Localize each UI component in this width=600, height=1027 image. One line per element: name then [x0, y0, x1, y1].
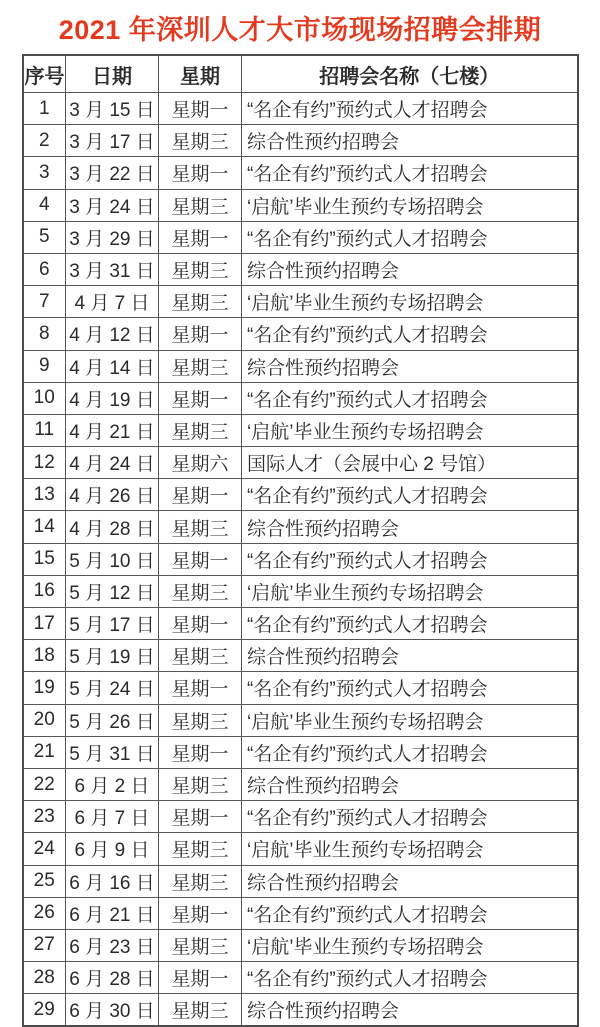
- row-fair-name: 国际人才（会展中心 2 号馆）: [242, 447, 578, 479]
- table-row: [23, 221, 578, 253]
- row-date: 3 月 24 日: [66, 189, 159, 221]
- row-date: 6 月 7 日: [66, 801, 159, 833]
- row-fair-name: 综合性预约招聘会: [242, 511, 578, 543]
- row-fair-name: ‘启航’毕业生预约专场招聘会: [242, 286, 578, 318]
- row-fair-name: “名企有约”预约式人才招聘会: [242, 93, 578, 125]
- page-title: 2021 年深圳人才大市场现场招聘会排期: [58, 15, 542, 45]
- row-number: 18: [23, 640, 66, 672]
- row-date: 6 月 9 日: [66, 833, 159, 865]
- table-row: [23, 189, 578, 221]
- row-date: 3 月 31 日: [66, 253, 159, 285]
- row-weekday: 星期三: [159, 994, 242, 1027]
- row-number: 11: [23, 414, 66, 446]
- row-fair-name: “名企有约”预约式人才招聘会: [242, 479, 578, 511]
- row-number: 1: [23, 93, 66, 125]
- row-number: 19: [23, 672, 66, 704]
- row-number: 22: [23, 768, 66, 800]
- row-weekday: 星期三: [159, 833, 242, 865]
- row-date: 3 月 22 日: [66, 157, 159, 189]
- row-fair-name: 综合性预约招聘会: [242, 994, 578, 1027]
- row-number: 23: [23, 801, 66, 833]
- row-fair-name: “名企有约”预约式人才招聘会: [242, 608, 578, 640]
- row-number: 20: [23, 704, 66, 736]
- row-date: 3 月 17 日: [66, 125, 159, 157]
- row-fair-name: “名企有约”预约式人才招聘会: [242, 543, 578, 575]
- row-fair-name: ‘启航’毕业生预约专场招聘会: [242, 189, 578, 221]
- row-date: 4 月 7 日: [66, 286, 159, 318]
- header-row: [23, 55, 578, 93]
- row-fair-name: ‘启航’毕业生预约专场招聘会: [242, 575, 578, 607]
- table-row: [23, 511, 578, 543]
- row-number: 4: [23, 189, 66, 221]
- row-date: 3 月 15 日: [66, 93, 159, 125]
- row-fair-name: “名企有约”预约式人才招聘会: [242, 962, 578, 994]
- row-weekday: 星期一: [159, 736, 242, 768]
- table-row: [23, 833, 578, 865]
- row-number: 7: [23, 286, 66, 318]
- row-number: 29: [23, 994, 66, 1027]
- schedule-page: [0, 14, 600, 1027]
- row-weekday: 星期三: [159, 704, 242, 736]
- schedule-table-body: [23, 93, 578, 1027]
- table-row: [23, 865, 578, 897]
- table-row: [23, 125, 578, 157]
- table-row: [23, 286, 578, 318]
- row-date: 6 月 16 日: [66, 865, 159, 897]
- row-number: 2: [23, 125, 66, 157]
- row-weekday: 星期一: [159, 801, 242, 833]
- row-date: 4 月 26 日: [66, 479, 159, 511]
- row-weekday: 星期三: [159, 414, 242, 446]
- row-date: 6 月 28 日: [66, 962, 159, 994]
- row-fair-name: “名企有约”预约式人才招聘会: [242, 897, 578, 929]
- row-weekday: 星期一: [159, 318, 242, 350]
- table-row: [23, 704, 578, 736]
- row-weekday: 星期三: [159, 929, 242, 961]
- table-row: [23, 897, 578, 929]
- row-date: 6 月 30 日: [66, 994, 159, 1027]
- row-fair-name: “名企有约”预约式人才招聘会: [242, 736, 578, 768]
- row-number: 25: [23, 865, 66, 897]
- row-fair-name: “名企有约”预约式人才招聘会: [242, 801, 578, 833]
- row-date: 5 月 19 日: [66, 640, 159, 672]
- row-date: 3 月 29 日: [66, 221, 159, 253]
- row-fair-name: 综合性预约招聘会: [242, 640, 578, 672]
- row-date: 4 月 21 日: [66, 414, 159, 446]
- row-fair-name: “名企有约”预约式人才招聘会: [242, 221, 578, 253]
- table-row: [23, 93, 578, 125]
- table-header: [23, 55, 578, 93]
- row-date: 5 月 26 日: [66, 704, 159, 736]
- table-row: [23, 253, 578, 285]
- row-weekday: 星期一: [159, 382, 242, 414]
- row-number: 9: [23, 350, 66, 382]
- row-weekday: 星期一: [159, 479, 242, 511]
- row-date: 5 月 12 日: [66, 575, 159, 607]
- row-date: 6 月 2 日: [66, 768, 159, 800]
- row-number: 24: [23, 833, 66, 865]
- row-number: 14: [23, 511, 66, 543]
- row-fair-name: “名企有约”预约式人才招聘会: [242, 672, 578, 704]
- row-weekday: 星期三: [159, 865, 242, 897]
- row-number: 6: [23, 253, 66, 285]
- header-date: 日期: [66, 55, 159, 93]
- table-row: [23, 768, 578, 800]
- row-date: 5 月 24 日: [66, 672, 159, 704]
- table-row: [23, 575, 578, 607]
- row-date: 4 月 14 日: [66, 350, 159, 382]
- table-row: [23, 414, 578, 446]
- row-fair-name: ‘启航’毕业生预约专场招聘会: [242, 833, 578, 865]
- row-number: 8: [23, 318, 66, 350]
- row-weekday: 星期一: [159, 93, 242, 125]
- row-weekday: 星期一: [159, 157, 242, 189]
- header-no: 序号: [23, 55, 66, 93]
- row-number: 13: [23, 479, 66, 511]
- row-fair-name: 综合性预约招聘会: [242, 125, 578, 157]
- row-fair-name: ‘启航’毕业生预约专场招聘会: [242, 414, 578, 446]
- row-weekday: 星期一: [159, 543, 242, 575]
- row-weekday: 星期一: [159, 962, 242, 994]
- row-fair-name: 综合性预约招聘会: [242, 253, 578, 285]
- row-weekday: 星期三: [159, 125, 242, 157]
- row-date: 5 月 17 日: [66, 608, 159, 640]
- row-number: 17: [23, 608, 66, 640]
- row-number: 10: [23, 382, 66, 414]
- table-row: [23, 479, 578, 511]
- row-weekday: 星期三: [159, 286, 242, 318]
- row-number: 5: [23, 221, 66, 253]
- table-row: [23, 736, 578, 768]
- row-number: 16: [23, 575, 66, 607]
- row-weekday: 星期六: [159, 447, 242, 479]
- row-fair-name: “名企有约”预约式人才招聘会: [242, 157, 578, 189]
- table-row: [23, 672, 578, 704]
- table-row: [23, 801, 578, 833]
- row-weekday: 星期一: [159, 221, 242, 253]
- header-weekday: 星期: [159, 55, 242, 93]
- row-weekday: 星期三: [159, 640, 242, 672]
- row-fair-name: “名企有约”预约式人才招聘会: [242, 382, 578, 414]
- row-weekday: 星期一: [159, 608, 242, 640]
- row-date: 5 月 10 日: [66, 543, 159, 575]
- row-weekday: 星期一: [159, 672, 242, 704]
- row-fair-name: ‘启航’毕业生预约专场招聘会: [242, 704, 578, 736]
- table-row: [23, 318, 578, 350]
- row-fair-name: ‘启航’毕业生预约专场招聘会: [242, 929, 578, 961]
- table-row: [23, 157, 578, 189]
- row-weekday: 星期三: [159, 253, 242, 285]
- row-weekday: 星期三: [159, 768, 242, 800]
- table-row: [23, 640, 578, 672]
- table-row: [23, 543, 578, 575]
- row-number: 3: [23, 157, 66, 189]
- row-date: 5 月 31 日: [66, 736, 159, 768]
- row-number: 12: [23, 447, 66, 479]
- header-fair-name: 招聘会名称（七楼）: [242, 55, 578, 93]
- row-number: 21: [23, 736, 66, 768]
- table-row: [23, 382, 578, 414]
- row-date: 6 月 21 日: [66, 897, 159, 929]
- row-date: 4 月 24 日: [66, 447, 159, 479]
- table-row: [23, 350, 578, 382]
- row-weekday: 星期三: [159, 189, 242, 221]
- table-row: [23, 608, 578, 640]
- row-date: 4 月 12 日: [66, 318, 159, 350]
- row-number: 28: [23, 962, 66, 994]
- schedule-table: [22, 54, 579, 1027]
- table-row: [23, 447, 578, 479]
- row-weekday: 星期一: [159, 897, 242, 929]
- row-date: 4 月 19 日: [66, 382, 159, 414]
- row-number: 15: [23, 543, 66, 575]
- row-fair-name: 综合性预约招聘会: [242, 768, 578, 800]
- row-fair-name: 综合性预约招聘会: [242, 350, 578, 382]
- table-row: [23, 994, 578, 1027]
- row-fair-name: 综合性预约招聘会: [242, 865, 578, 897]
- table-row: [23, 929, 578, 961]
- row-date: 6 月 23 日: [66, 929, 159, 961]
- row-date: 4 月 28 日: [66, 511, 159, 543]
- row-weekday: 星期三: [159, 511, 242, 543]
- row-fair-name: “名企有约”预约式人才招聘会: [242, 318, 578, 350]
- row-weekday: 星期三: [159, 575, 242, 607]
- table-row: [23, 962, 578, 994]
- row-number: 26: [23, 897, 66, 929]
- row-weekday: 星期三: [159, 350, 242, 382]
- row-number: 27: [23, 929, 66, 961]
